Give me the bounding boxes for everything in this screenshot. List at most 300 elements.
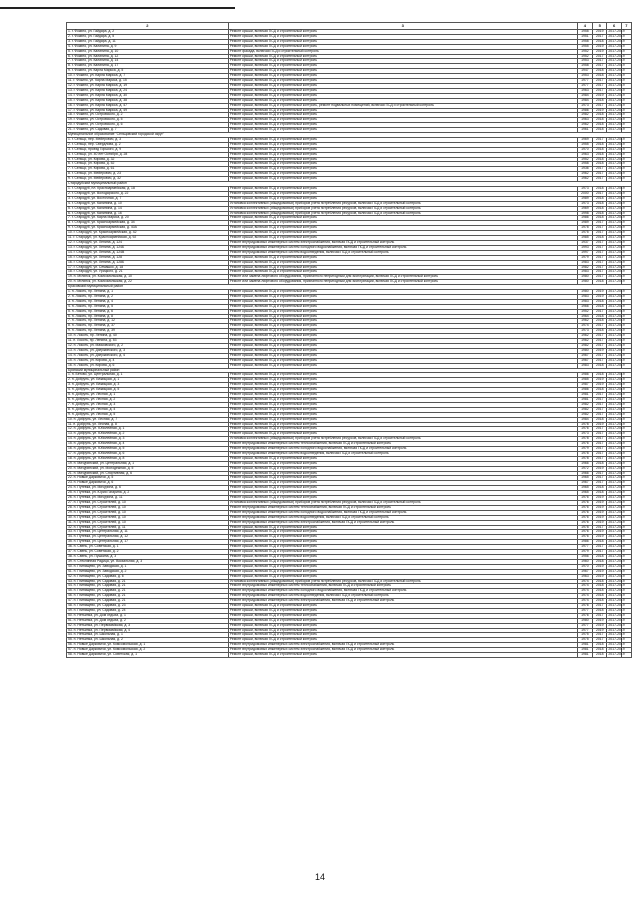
page-number: 14 — [314, 872, 325, 882]
address-cell: 34. п. Путевка, ул. Центральная, д. 12 — [67, 535, 229, 540]
work-cell: Ремонт крыши, включая ПСД и строительный контроль — [228, 545, 577, 550]
year-cell: 1951 — [577, 34, 592, 39]
address-cell: 2. г. Фокино, ул. Гайдара, д. 5 — [67, 34, 229, 39]
work-cell: Ремонт крыши, включая ПСД и строительный контроль — [228, 373, 577, 378]
year-cell: 1961 — [577, 128, 592, 133]
year-cell: 1997 — [577, 250, 592, 255]
address-cell: 3. г. Фокино, ул. Гайдара, д. 11 — [67, 39, 229, 44]
plan-year-cell: 2019 — [593, 515, 607, 520]
address-cell: 25. п. Путевка, ул. Юрия Гагарина, д. 2 — [67, 491, 229, 496]
address-cell: 1. п. Локоть, пр. Ленина, д. 1 — [67, 290, 229, 295]
address-cell: 14. п. Добрунь, ул. Юбилейная, д. 3 — [67, 437, 229, 442]
plan-year-cell: 2017 — [593, 88, 607, 93]
period-cell: 2017-2019 — [608, 190, 625, 195]
address-cell: 41. п. Глинищево, ул. Заводская, д. 2 — [67, 569, 229, 574]
period-cell: 2017-2019 — [608, 117, 625, 122]
work-cell: Ремонт крыши, включая ПСД и строительный контроль — [228, 270, 577, 275]
year-cell: 1962 — [577, 172, 592, 177]
work-cell: Ремонт крыши, включая ПСД и строительный контроль — [228, 255, 577, 260]
plan-year-cell: 2017 — [593, 353, 607, 358]
plan-year-cell: 2018 — [593, 196, 607, 201]
year-cell: 1976 — [577, 535, 592, 540]
address-cell: 10. п. Добрунь, ул. Лесная, д. 7 — [67, 417, 229, 422]
year-cell: 1974 — [577, 579, 592, 584]
work-cell: Ремонт крыши, включая ПСД и строительный контроль — [228, 393, 577, 398]
work-cell: Установка коллективных (общедомовых) приборов учета потребления ресурсов, включая ПСД и строительный контроль — [228, 211, 577, 216]
period-cell: 2017-2019 — [608, 289, 625, 294]
plan-year-cell: 2019 — [593, 574, 607, 579]
work-cell: Ремонт крыши, включая ПСД и строительный контроль — [228, 221, 577, 226]
year-cell: 1966 — [577, 461, 592, 466]
work-cell: Ремонт крыши, включая ПСД и строительный контроль — [228, 30, 577, 35]
year-cell: 1966 — [577, 471, 592, 476]
plan-year-cell: 2018 — [593, 113, 607, 118]
address-cell: 28. п. Путевка, ул. Строителей, д. 10 — [67, 505, 229, 510]
year-cell: 1962 — [577, 334, 592, 339]
plan-year-cell: 2017 — [593, 633, 607, 638]
work-cell: Ремонт крыши, включая ПСД и строительный контроль — [228, 54, 577, 59]
period-cell: 2017-2019 — [608, 642, 625, 647]
address-cell: 1. г. Сельцо, пер. Мейерович, д. 3 — [67, 137, 229, 142]
plan-year-cell: 2019 — [593, 510, 607, 515]
plan-year-cell: 2017 — [593, 451, 607, 456]
plan-year-cell: 2019 — [593, 530, 607, 535]
year-cell: 1962 — [577, 123, 592, 128]
year-cell: 1980 — [577, 348, 592, 353]
plan-year-cell: 2017 — [593, 255, 607, 260]
plan-year-cell: 2018 — [593, 461, 607, 466]
address-cell: 5. г. Сельцо, ул. Кирова, д. 32 — [67, 157, 229, 162]
address-cell: 18. г. Фокино, ул. Островского, д. 2 — [67, 113, 229, 118]
period-cell: 2017-2019 — [608, 460, 625, 465]
address-cell: 5. г. Фокино, ул. Калинина, д. 10 — [67, 49, 229, 54]
address-cell: 19. п. Мглинск, ул. Комсомольская, д. 10 — [67, 275, 229, 280]
work-cell: Ремонт крыши, включая ПСД и строительный контроль — [228, 123, 577, 128]
plan-year-cell: 2017 — [593, 447, 607, 452]
work-cell: Установка коллективных (общедомовых) приборов учета потребления ресурсов, включая ПСД и строительный контроль — [228, 206, 577, 211]
period-cell: 2017-2019 — [608, 465, 625, 470]
work-cell: Ремонт крыши, включая ПСД и строительный контроль — [228, 83, 577, 88]
year-cell: 1974 — [577, 589, 592, 594]
top-rule — [0, 7, 235, 9]
work-cell: Ремонт крыши, включая ПСД и строительный контроль — [228, 319, 577, 324]
address-cell: 8. г. Сельцо, ул. Мейерович, д. 23 — [67, 172, 229, 177]
period-cell: 2017-2019 — [608, 509, 625, 514]
period-cell: 2017-2019 — [608, 249, 625, 254]
work-cell: Ремонт крыши, включая ПСД и строительный контроль — [228, 378, 577, 383]
work-cell: Ремонт крыши, включая ПСД и строительный контроль — [228, 613, 577, 618]
address-cell: 10. г. Фокино, ул. Карла Маркса, д. 7 — [67, 74, 229, 79]
year-cell: 1982 — [577, 402, 592, 407]
year-cell: 1986 — [577, 540, 592, 545]
year-cell: 1963 — [577, 574, 592, 579]
plan-year-cell: 2018 — [593, 187, 607, 192]
plan-year-cell: 2018 — [593, 388, 607, 393]
address-cell: 17. п. Добрунь, ул. Юбилейная, д. 6 — [67, 451, 229, 456]
header-cell: 5 — [593, 23, 607, 30]
address-cell: 13. п. Добрунь, ул. Юбилейная, д. 2 — [67, 432, 229, 437]
period-cell: 2017-2019 — [608, 549, 625, 554]
address-cell: 17. г. Фокино, ул. Карла Маркса, д. 49 — [67, 108, 229, 113]
work-cell: Ремонт внутридомовых инженерных систем электроснабжения, включая ПСД и строительный контроль — [228, 648, 577, 653]
address-cell: 4. г. Стародуб, ул. Калинина, д. 10 — [67, 201, 229, 206]
year-cell: 1982 — [577, 407, 592, 412]
address-cell: 12. г. Фокино, ул. Карла Маркса, д. 19 — [67, 83, 229, 88]
work-cell: Ремонт крыши, включая ПСД и строительный контроль — [228, 456, 577, 461]
address-cell: 8. г. Фокино, ул. Калинина, д. 17 — [67, 64, 229, 69]
work-cell: Ремонт крыши, включая ПСД и строительный контроль — [228, 59, 577, 64]
year-cell: 1983 — [577, 299, 592, 304]
period-cell: 2017-2019 — [608, 446, 625, 451]
work-cell: Ремонт крыши, включая ПСД и строительный контроль — [228, 177, 577, 182]
address-cell: 52. п. Нетьинка, ул. Первомайская, д. 3 — [67, 623, 229, 628]
address-cell: 5. п. Локоть, пр. Ленина, д. 6 — [67, 309, 229, 314]
address-cell: 7. г. Стародуб, ул. Карла Маркса, д. 20 — [67, 216, 229, 221]
period-cell: 2017-2019 — [608, 38, 625, 43]
address-cell: 22. п. Новые Дарковичи, д. 5 — [67, 476, 229, 481]
year-cell: 1963 — [577, 118, 592, 123]
plan-year-cell: 2018 — [593, 157, 607, 162]
period-cell: 2017-2019 — [608, 357, 625, 362]
plan-year-cell: 2018 — [593, 599, 607, 604]
work-cell: Ремонт крыши, включая ПСД и строительный контроль — [228, 363, 577, 368]
year-cell: 1998 — [577, 211, 592, 216]
period-cell: 2017-2019 — [608, 627, 625, 632]
work-cell: Ремонт крыши, включая ПСД и строительный контроль — [228, 432, 577, 437]
year-cell: 1967 — [577, 353, 592, 358]
plan-year-cell: 2018 — [593, 304, 607, 309]
work-cell: Ремонт внутридомовых инженерных систем холодного водоснабжения, включая ПСД и строительный контроль — [228, 510, 577, 515]
work-cell: Ремонт крыши, включая ПСД и строительный контроль — [228, 559, 577, 564]
year-cell: 2000 — [577, 191, 592, 196]
year-cell: 1983 — [577, 260, 592, 265]
work-cell: Ремонт крыши, включая ПСД и строительный контроль — [228, 157, 577, 162]
plan-year-cell: 2018 — [593, 236, 607, 241]
header-row — [67, 23, 632, 30]
period-cell: 2017-2019 — [608, 298, 625, 303]
period-cell: 2017-2019 — [608, 544, 625, 549]
year-cell: 1953 — [577, 59, 592, 64]
plan-year-cell: 2019 — [593, 422, 607, 427]
year-cell: 1973 — [577, 201, 592, 206]
address-cell: 49. п. Глинищево, ул. Садовая, д. 24 — [67, 608, 229, 613]
period-cell: 2017-2019 — [608, 588, 625, 593]
work-cell: Ремонт крыши, включая ПСД и строительный контроль — [228, 466, 577, 471]
work-cell: Ремонт крыши, включая ПСД и строительный контроль — [228, 79, 577, 84]
plan-year-cell: 2017 — [593, 260, 607, 265]
table-body — [67, 23, 632, 658]
address-cell: 1. г. Фокино, ул. Гайдара, д. 2 — [67, 30, 229, 35]
address-cell: 23. п. Новые Дарковичи, д. 6 — [67, 481, 229, 486]
plan-year-cell: 2018 — [593, 280, 607, 285]
period-cell: 2017-2019 — [608, 617, 625, 622]
year-cell: 1976 — [577, 604, 592, 609]
period-cell: 2017-2019 — [608, 235, 625, 240]
plan-year-cell: 2017 — [593, 240, 607, 245]
plan-year-cell: 2017 — [593, 334, 607, 339]
work-cell: Ремонт или замена лифтового оборудования, признанного непригодным для эксплуатации, включая ПСД и строительный контроль — [228, 280, 577, 285]
year-cell: 1977 — [577, 83, 592, 88]
period-cell: 2017-2019 — [608, 607, 625, 612]
address-cell: 8. п. Локоть, пр. Ленина, д. 37 — [67, 324, 229, 329]
plan-year-cell: 2019 — [593, 294, 607, 299]
plan-year-cell: 2017 — [593, 407, 607, 412]
work-cell: Ремонт крыши, включая ПСД и строительный контроль — [228, 152, 577, 157]
plan-year-cell: 2017 — [593, 397, 607, 402]
year-cell: 1976 — [577, 613, 592, 618]
work-cell: Установка коллективных (общедомовых) приборов учета потребления ресурсов, включая ПСД и строительный контроль — [228, 579, 577, 584]
work-cell: Ремонт крыши, включая ПСД и строительный контроль — [228, 98, 577, 103]
period-cell: 2017-2019 — [608, 82, 625, 87]
plan-year-cell: 2017 — [593, 456, 607, 461]
address-cell: 3. п. Локоть, пр. Ленина, д. 4 — [67, 299, 229, 304]
work-cell: Ремонт крыши, включая ПСД и строительный контроль — [228, 461, 577, 466]
period-cell: 2017-2019 — [608, 490, 625, 495]
work-cell: Ремонт крыши, включая ПСД и строительный контроль — [228, 623, 577, 628]
plan-year-cell: 2017 — [593, 34, 607, 39]
repair-program-table — [66, 22, 632, 658]
plan-year-cell: 2017 — [593, 309, 607, 314]
address-cell: 46. п. Глинищево, ул. Садовая, д. 21 — [67, 594, 229, 599]
plan-year-cell: 2017 — [593, 245, 607, 250]
year-cell: 1963 — [577, 152, 592, 157]
period-cell: 2017-2019 — [608, 612, 625, 617]
address-cell: 7. п. Добрунь, ул. Лесная, д. 3 — [67, 402, 229, 407]
period-cell: 2017-2019 — [608, 480, 625, 485]
year-cell: 1958 — [577, 39, 592, 44]
year-cell: 1965 — [577, 476, 592, 481]
plan-year-cell: 2018 — [593, 299, 607, 304]
period-cell: 2017-2019 — [608, 323, 625, 328]
address-cell: 3. г. Стародуб, ул. Восточная, д. 7 — [67, 196, 229, 201]
period-cell: 2017-2019 — [608, 225, 625, 230]
header-cell: 6 — [607, 23, 621, 30]
plan-year-cell: 2018 — [593, 314, 607, 319]
plan-year-cell: 2019 — [593, 290, 607, 295]
period-cell: 2017-2019 — [608, 333, 625, 338]
plan-year-cell: 2017 — [593, 79, 607, 84]
plan-year-cell: 2018 — [593, 373, 607, 378]
period-cell: 2017-2019 — [608, 244, 625, 249]
address-cell: 20. г. Фокино, ул. Островского, д. 6 — [67, 123, 229, 128]
work-cell: Установка коллективных (общедомовых) приборов учета потребления ресурсов, включая ПСД и строительный контроль — [228, 437, 577, 442]
plan-year-cell: 2017 — [593, 402, 607, 407]
work-cell: Ремонт крыши, включая ПСД и строительный контроль — [228, 137, 577, 142]
plan-year-cell: 2017 — [593, 226, 607, 231]
address-cell: 13. г. Фокино, ул. Карла Маркса, д. 24 — [67, 88, 229, 93]
year-cell: 1962 — [577, 319, 592, 324]
period-cell: 2017-2019 — [608, 259, 625, 264]
year-cell: 1976 — [577, 427, 592, 432]
year-cell: 1985 — [577, 378, 592, 383]
period-cell: 2017-2019 — [608, 254, 625, 259]
period-cell: 2017-2019 — [608, 136, 625, 141]
work-cell: Ремонт внутридомовых инженерных систем водоотведения, включая ПСД и строительный контроль — [228, 515, 577, 520]
plan-year-cell: 2019 — [593, 44, 607, 49]
work-cell: Ремонт крыши, включая ПСД и строительный контроль, ремонт подвальных помещений, включая ПСД и строительный контроль — [228, 103, 577, 108]
period-cell: 2017-2019 — [608, 274, 625, 279]
plan-year-cell: 2018 — [593, 69, 607, 74]
work-cell: Ремонт крыши, включая ПСД и строительный контроль — [228, 407, 577, 412]
period-cell: 2017-2019 — [608, 426, 625, 431]
period-cell: 2017-2019 — [608, 78, 625, 83]
work-cell: Ремонт внутридомовых инженерных систем теплоснабжения, включая ПСД и строительный контроль — [228, 584, 577, 589]
work-cell: Ремонт крыши, включая ПСД и строительный контроль — [228, 142, 577, 147]
work-cell: Ремонт крыши, включая ПСД и строительный контроль — [228, 162, 577, 167]
work-cell: Ремонт крыши, включая ПСД и строительный контроль — [228, 574, 577, 579]
year-cell: 1969 — [577, 206, 592, 211]
year-cell: 1975 — [577, 231, 592, 236]
year-cell: 1976 — [577, 501, 592, 506]
year-cell: 1976 — [577, 510, 592, 515]
plan-year-cell: 2017 — [593, 191, 607, 196]
address-cell: 16. п. Добрунь, ул. Юбилейная, д. 5 — [67, 447, 229, 452]
period-cell: 2017-2019 — [608, 377, 625, 382]
plan-year-cell: 2017 — [593, 137, 607, 142]
work-cell: Ремонт крыши, включая ПСД и строительный контроль — [228, 471, 577, 476]
year-cell: 1978 — [577, 226, 592, 231]
year-cell: 1983 — [577, 270, 592, 275]
period-cell: 2017-2019 — [608, 470, 625, 475]
year-cell: 1973 — [577, 329, 592, 334]
address-cell: 9. п. Добрунь, ул. Лесная, д. 5 — [67, 412, 229, 417]
work-cell: Ремонт крыши, включая ПСД и строительный контроль — [228, 496, 577, 501]
period-cell: 2017-2019 — [608, 622, 625, 627]
address-cell: 8. п. Добрунь, ул. Лесная, д. 4 — [67, 407, 229, 412]
work-cell: Ремонт крыши, включая ПСД и строительный контроль — [228, 187, 577, 192]
period-cell: 2017-2019 — [608, 436, 625, 441]
plan-year-cell: 2019 — [593, 466, 607, 471]
address-cell: 29. п. Путевка, ул. Строителей, д. 10 — [67, 510, 229, 515]
address-cell: 44. п. Глинищево, ул. Садовая, д. 21 — [67, 584, 229, 589]
year-cell: 1979 — [577, 255, 592, 260]
work-cell: Ремонт крыши, включая ПСД и строительный контроль — [228, 353, 577, 358]
period-cell: 2017-2019 — [608, 122, 625, 127]
address-cell: 47. п. Глинищево, ул. Садовая, д. 21 — [67, 599, 229, 604]
year-cell: 1981 — [577, 393, 592, 398]
plan-year-cell: 2019 — [593, 383, 607, 388]
plan-year-cell: 2019 — [593, 108, 607, 113]
plan-year-cell: 2018 — [593, 608, 607, 613]
work-cell: Ремонт крыши, включая ПСД и строительный контроль — [228, 653, 577, 658]
plan-year-cell: 2019 — [593, 30, 607, 35]
work-cell: Ремонт крыши, включая ПСД и строительный контроль — [228, 314, 577, 319]
address-cell: 21. г. Фокино, ул. Садовая, д. 7 — [67, 128, 229, 133]
period-cell: 2017-2019 — [608, 524, 625, 529]
plan-year-cell: 2017 — [593, 265, 607, 270]
plan-year-cell: 2017 — [593, 550, 607, 555]
section-title: Муниципальное образование "Сельцовский городской округ" — [67, 133, 632, 138]
period-cell: 2017-2019 — [608, 338, 625, 343]
period-cell: 2017-2019 — [608, 347, 625, 352]
header-cell: 3 — [228, 23, 577, 30]
plan-year-cell: 2018 — [593, 594, 607, 599]
work-cell: Ремонт крыши, включая ПСД и строительный контроль — [228, 39, 577, 44]
work-cell: Ремонт крыши, включая ПСД и строительный контроль — [228, 324, 577, 329]
year-cell: 1962 — [577, 177, 592, 182]
plan-year-cell: 2017 — [593, 324, 607, 329]
year-cell: 1976 — [577, 442, 592, 447]
address-cell: 9. г. Сельцо, ул. Мейерович, д. 32 — [67, 177, 229, 182]
address-cell: 6. г. Сельцо, ул. Кирова, д. 52 — [67, 162, 229, 167]
period-cell: 2017-2019 — [608, 97, 625, 102]
period-cell: 2017-2019 — [608, 29, 625, 33]
address-cell: 32. п. Путевка, ул. Строителей, д. 11 — [67, 525, 229, 530]
address-cell: 6. п. Добрунь, ул. Лесная, д. 2 — [67, 397, 229, 402]
address-cell: 50. п. Нетьинка, ул. Дом отдыха, д. 1 — [67, 613, 229, 618]
work-cell: Ремонт крыши, включая ПСД и строительный контроль — [228, 564, 577, 569]
work-cell: Ремонт внутридомовых инженерных систем водоотведения, включая ПСД и строительный контроль — [228, 250, 577, 255]
period-cell: 2017-2019 — [608, 210, 625, 215]
plan-year-cell: 2019 — [593, 49, 607, 54]
plan-year-cell: 2017 — [593, 358, 607, 363]
work-cell: Ремонт крыши, включая ПСД и строительный контроль — [228, 481, 577, 486]
address-cell: 31. п. Путевка, ул. Строителей, д. 10 — [67, 520, 229, 525]
period-cell: 2017-2019 — [608, 215, 625, 220]
year-cell: 1984 — [577, 93, 592, 98]
year-cell: 1982 — [577, 344, 592, 349]
plan-year-cell: 2018 — [593, 201, 607, 206]
work-cell: Ремонт крыши, включая ПСД и строительный контроль — [228, 554, 577, 559]
year-cell: 1976 — [577, 505, 592, 510]
plan-year-cell: 2018 — [593, 39, 607, 44]
work-cell: Ремонт крыши, включая ПСД и строительный контроль — [228, 304, 577, 309]
plan-year-cell: 2017 — [593, 442, 607, 447]
work-cell: Ремонт крыши, включая ПСД и строительный контроль — [228, 299, 577, 304]
work-cell: Ремонт крыши, включая ПСД и строительный контроль — [228, 260, 577, 265]
plan-year-cell: 2017 — [593, 167, 607, 172]
plan-year-cell: 2018 — [593, 211, 607, 216]
address-cell: 2. п. Добрунь, ул. Бежицкая, д. 1 — [67, 378, 229, 383]
period-cell: 2017-2019 — [608, 156, 625, 161]
plan-year-cell: 2017 — [593, 344, 607, 349]
year-cell: 1976 — [577, 515, 592, 520]
address-cell: 19. г. Фокино, ул. Островского, д. 5 — [67, 118, 229, 123]
work-cell: Ремонт крыши, включая ПСД и строительный контроль — [228, 412, 577, 417]
period-cell: 2017-2019 — [608, 195, 625, 200]
year-cell: 1977 — [577, 79, 592, 84]
work-cell: Ремонт крыши, включая ПСД и строительный контроль — [228, 309, 577, 314]
year-cell: 1975 — [577, 638, 592, 643]
plan-year-cell: 2018 — [593, 206, 607, 211]
year-cell: 1952 — [577, 49, 592, 54]
plan-year-cell: 2017 — [593, 339, 607, 344]
work-cell: Ремонт крыши, включая ПСД и строительный контроль — [228, 427, 577, 432]
work-cell: Ремонт крыши, включая ПСД и строительный контроль — [228, 265, 577, 270]
plan-year-cell: 2018 — [593, 319, 607, 324]
address-cell: 10. п. Локоть, пр. Ленина, д. 40 — [67, 334, 229, 339]
plan-year-cell: 2018 — [593, 653, 607, 658]
year-cell: 1966 — [577, 304, 592, 309]
period-cell: 2017-2019 — [608, 146, 625, 151]
work-cell: Ремонт крыши, включая ПСД и строительный контроль — [228, 108, 577, 113]
section-title: Стародубский муниципальный район — [67, 182, 632, 187]
period-cell: 2017-2019 — [608, 553, 625, 558]
address-cell: 42. п. Глинищево, ул. Садовая, д. 6 — [67, 574, 229, 579]
address-cell: 7. г. Сельцо, ул. Кирова, д. 61 — [67, 167, 229, 172]
period-cell: 2017-2019 — [608, 573, 625, 578]
period-cell: 2017-2019 — [608, 495, 625, 500]
year-cell: 1955 — [577, 142, 592, 147]
year-cell: 1984 — [577, 417, 592, 422]
work-cell: Ремонт внутридомовых инженерных систем холодного водоснабжения, включая ПСД и строительный контроль — [228, 245, 577, 250]
period-cell: 2017-2019 — [608, 578, 625, 583]
work-cell: Ремонт крыши, включая ПСД и строительный контроль — [228, 540, 577, 545]
address-cell: 54. п. Нетьинка, ул. Школьная, д. 1 — [67, 633, 229, 638]
plan-year-cell: 2019 — [593, 501, 607, 506]
plan-year-cell: 2019 — [593, 569, 607, 574]
address-cell: 18. г. Стародуб, ул. Урицкого, д. 21 — [67, 270, 229, 275]
